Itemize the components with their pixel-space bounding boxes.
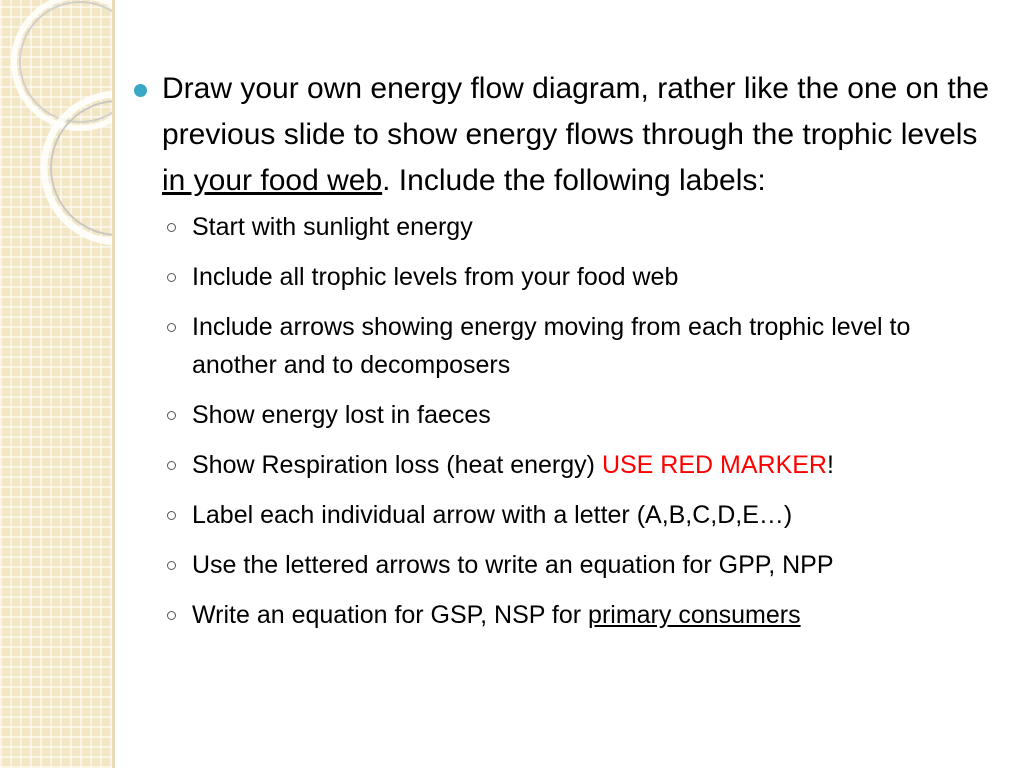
primary-consumers-underlined: primary consumers (588, 601, 801, 629)
sub-bullet-item (162, 208, 998, 246)
ring-bullet-icon (167, 561, 176, 570)
slide-content (128, 66, 998, 646)
sub-bullet-item (162, 546, 998, 584)
sub-bullet-suffix: ! (826, 451, 834, 479)
sub-bullet-item (162, 396, 998, 434)
sub-bullet-text: Label each individual arrow with a letter (A,B,C,D,E…) (192, 501, 793, 529)
sub-bullet-text: Show Respiration loss (heat energy) (192, 451, 602, 479)
main-bullet (128, 66, 998, 204)
sub-bullet-item (162, 308, 998, 384)
main-bullet-text-after: . Include the following labels: (382, 164, 766, 197)
red-marker-highlight: USE RED MARKER (601, 451, 827, 479)
sub-bullet-item (162, 496, 998, 534)
decorative-side-panel (0, 0, 112, 768)
sub-bullet-text: Use the lettered arrows to write an equation for GPP, NPP (192, 551, 834, 579)
ring-bullet-icon (167, 273, 176, 282)
ring-bullet-icon (167, 611, 176, 620)
ring-bullet-icon (167, 223, 176, 232)
ring-bullet-icon (167, 461, 176, 470)
ring-bullet-icon (167, 411, 176, 420)
sub-bullet-item (162, 596, 998, 634)
ring-bullet-icon (167, 323, 176, 332)
decorative-rings-graphic (0, 0, 112, 768)
sub-bullet-item (162, 446, 998, 484)
main-bullet-underlined: in your food web (162, 164, 383, 197)
sub-bullet-text: Write an equation for GSP, NSP for (192, 601, 589, 629)
sub-bullet-text: Start with sunlight energy (192, 213, 473, 241)
side-panel-edge (112, 0, 115, 768)
main-bullet-text: Draw your own energy flow diagram, rather like the one on the previous slide to show energy flows through the trophic levels (162, 72, 990, 151)
sub-bullet-text: Include arrows showing energy moving from each trophic level to another and to decomposers (192, 313, 911, 379)
sub-bullet-list (128, 208, 998, 634)
bullet-dot-icon (134, 84, 147, 97)
ring-bullet-icon (167, 511, 176, 520)
sub-bullet-text: Show energy lost in faeces (192, 401, 491, 429)
sub-bullet-text: Include all trophic levels from your food web (192, 263, 679, 291)
sub-bullet-item (162, 258, 998, 296)
